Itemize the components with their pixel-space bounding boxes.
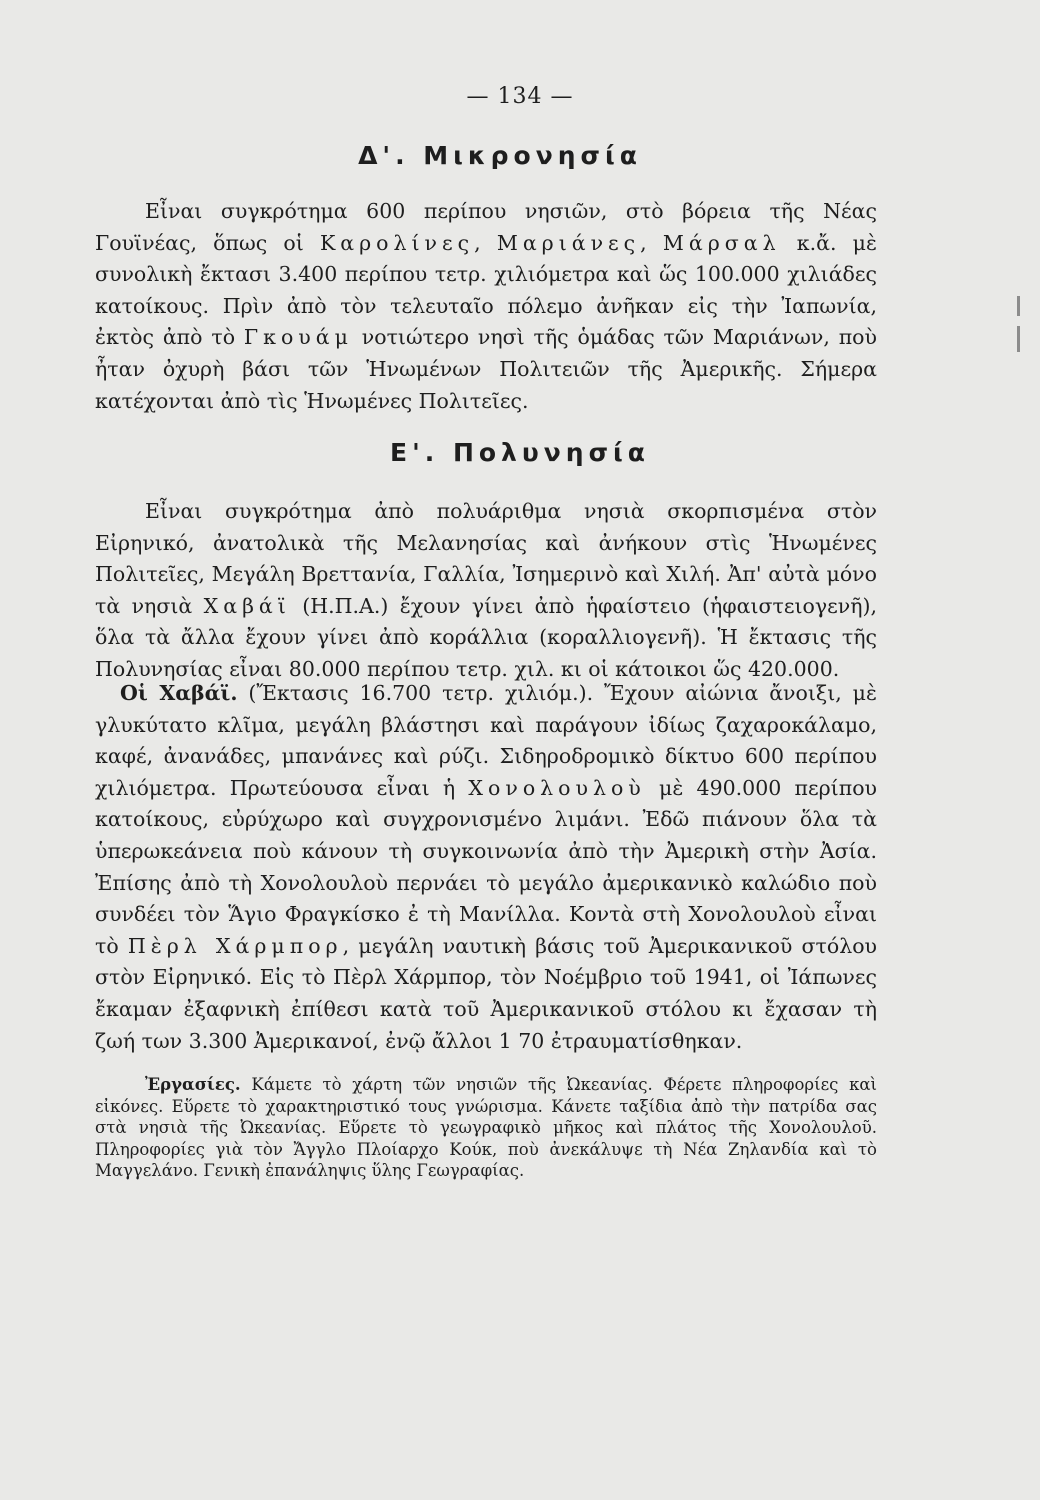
page-edge-mark	[1017, 326, 1020, 352]
hawaii-heading: Οἱ Χαβάϊ.	[120, 681, 238, 705]
section-title-polynesia: Ε'. Πολυνησία	[390, 438, 650, 467]
polynesia-paragraph: Εἶναι συγκρότημα ἀπὸ πολυάριθμα νησιὰ σκορπισμένα στὸν Εἰρηνικό, ἀνατολικὰ τῆς Μελανησίας καὶ ἀνήκουν στὶς Ἡνωμένες Πολιτεῖες, Μεγάλη Βρεττανία, Γαλλία, Ἰσημερινὸ καὶ Χιλή. Ἀπ' αὐτὰ μόνο τὰ νησιὰ Χαβάϊ (Η.Π.Α.) ἔχουν γίνει ἀπὸ ἡφαίστειο (ἡφαιστειογενῆ), ὅλα τὰ ἄλλα ἔχουν γίνει ἀπὸ κοράλλια (κοραλλιογενῆ). Ἡ ἔκτασις τῆς Πολυνησίας εἶναι 80.000 περίπου τετρ. χιλ. κι οἱ κάτοικοι ὥς 420.000.	[95, 499, 877, 681]
exercises-label: Ἐργασίες.	[145, 1075, 241, 1094]
page-edge-mark	[1017, 296, 1020, 316]
term-pearl-harbor: Πὲρλ Χάρμπορ	[127, 933, 343, 958]
term-honolulu: Χονολουλοὺ	[468, 775, 646, 800]
term-marianas: Μαριάνες	[496, 230, 641, 255]
micronesia-paragraph: Εἶναι συγκρότημα 600 περίπου νησιῶν, στὸ βόρεια τῆς Νέας Γουϊνέας, ὅπως οἱ Καρολίνες, Μαριάνες, Μάρσαλ κ.ἄ. μὲ συνολικὴ ἔκτασι 3.400 περίπου τετρ. χιλιόμετρα καὶ ὥς 100.000 χιλιάδες κατοίκους. Πρὶν ἀπὸ τὸν τελευταῖο πόλεμο ἀνῆκαν εἰς τὴν Ἰαπωνία, ἐκτὸς ἀπὸ τὸ Γκουάμ νοτιώτερο νησὶ τῆς ὁμάδας τῶν Μαριάνων, ποὺ ἦταν ὀχυρὴ βάσι τῶν Ἡνωμένων Πολιτειῶν τῆς Ἀμερικῆς. Σήμερα κατέχονται ἀπὸ τὶς Ἡνωμένες Πολιτεῖες.	[95, 199, 877, 413]
term-hawaii: Χαβάϊ	[203, 593, 291, 618]
page-number: — 134 —	[466, 84, 574, 109]
term-marshall: Μάρσαλ	[662, 230, 781, 255]
term-guam: Γκουάμ	[243, 325, 353, 350]
hawaii-paragraph: Οἱ Χαβάϊ. (Ἔκτασις 16.700 τετρ. χιλιόμ.). Ἔχουν αἰώνια ἄνοιξι, μὲ γλυκύτατο κλῖμα, μεγάλη βλάστησι καὶ παράγουν ἰδίως ζαχαροκάλαμο, καφέ, ἀνανάδες, μπανάνες καὶ ρύζι. Σιδηροδρομικὸ δίκτυο 600 περίπου χιλιόμετρα. Πρωτεύουσα εἶναι ἡ Χονολουλοὺ μὲ 490.000 περίπου κατοίκους, εὐρύχωρο καὶ συγχρονισμένο λιμάνι. Ἐδῶ πιάνουν ὅλα τὰ ὑπερωκεάνεια ποὺ κάνουν τὴ συγκοινωνία ἀπὸ τὴν Ἀμερικὴ στὴν Ἀσία. Ἐπίσης ἀπὸ τὴ Χονολουλοὺ περνάει τὸ μεγάλο ἀμερικανικὸ καλώδιο ποὺ συνδέει τὸν Ἅγιο Φραγκίσκο ἐ τὴ Μανίλλα. Κοντὰ στὴ Χονολουλοὺ εἶναι τὸ Πὲρλ Χάρμπορ, μεγάλη ναυτικὴ βάσις τοῦ Ἀμερικανικοῦ στόλου στὸν Εἰρηνικό. Εἰς τὸ Πὲρλ Χάρμπορ, τὸν Νοέμβριο τοῦ 1941, οἱ Ἰάπωνες ἔκαμαν ἐξαφνικὴ ἐπίθεσι κατὰ τοῦ Ἀμερικανικοῦ στόλου κι ἔχασαν τὴ ζωή των 3.300 Ἀμερικανοί, ἐνῷ ἄλλοι 1 70 ἐτραυματίσθηκαν.	[95, 681, 878, 1053]
term-carolines: Καρολίνες	[319, 230, 475, 255]
section-title-micronesia: Δ'. Μικρονησία	[358, 141, 642, 170]
exercises-note: Ἐργασίες. Κάμετε τὸ χάρτη τῶν νησιῶν τῆς Ὠκεανίας. Φέρετε πληροφορίες καὶ εἰκόνες. Εὕρετε τὸ χαρακτηριστικό τους γνώρισμα. Κάνετε ταξίδια ἀπὸ τὴν πατρίδα σας στὰ νησιὰ τῆς Ὠκεανίας. Εὕρετε τὸ γεωγραφικὸ μῆκος καὶ πλάτος τῆς Χονολουλοῦ. Πληροφορίες γιὰ τὸν Ἄγγλο Πλοίαρχο Κούκ, ποὺ ἀνεκάλυψε τὴ Νέα Ζηλανδία καὶ τὸ Μαγγελάνο. Γενικὴ ἐπανάληψις ὕλης Γεωγραφίας.	[95, 1075, 877, 1180]
